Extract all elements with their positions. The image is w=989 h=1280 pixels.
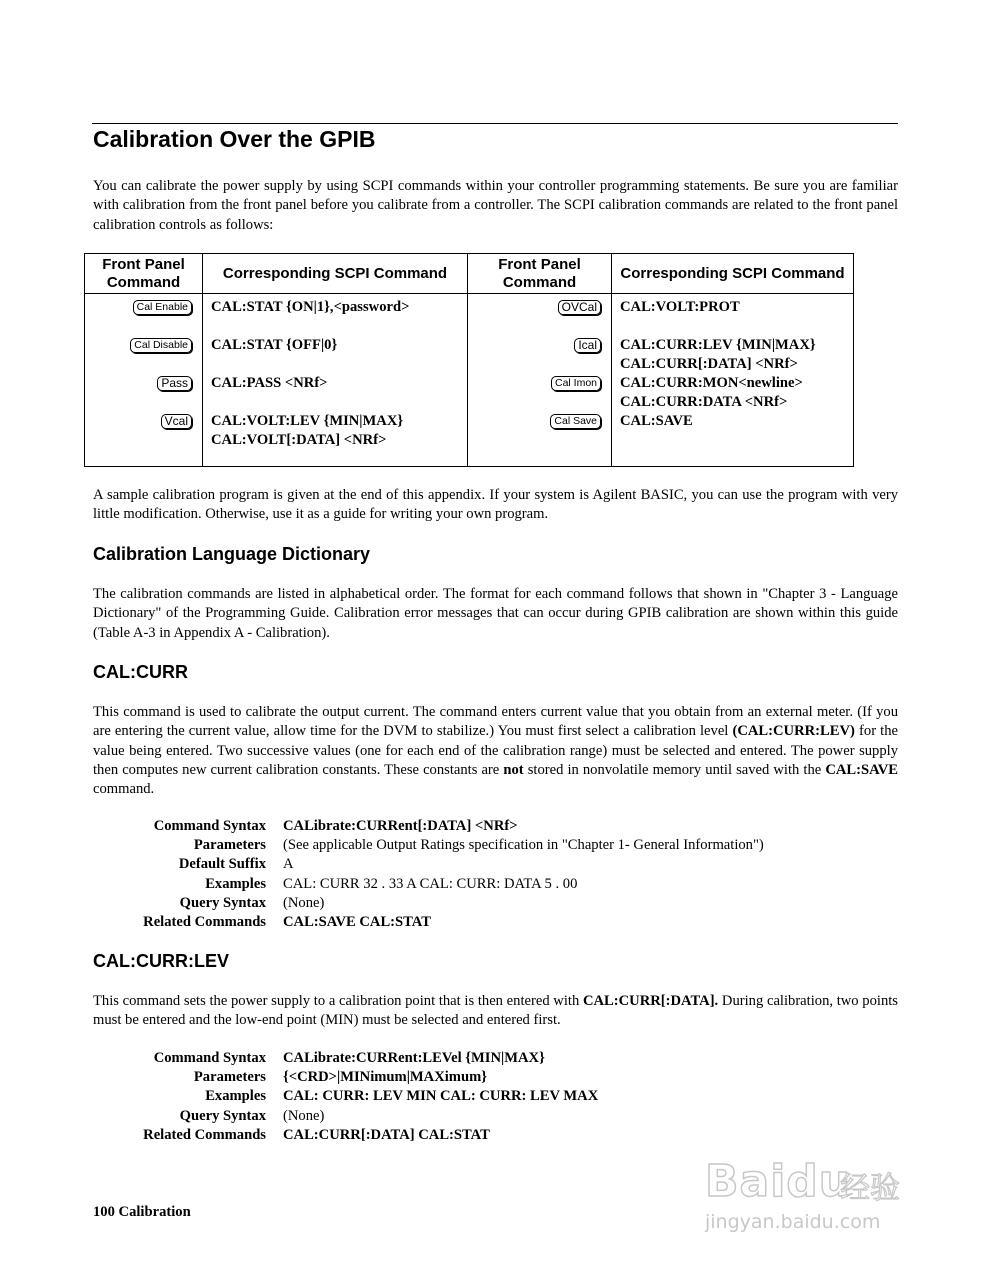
- watermark-cn: 经验: [840, 1171, 900, 1206]
- watermark-url: jingyan.baidu.com: [705, 1211, 881, 1233]
- ovcal-key: OVCal: [558, 300, 601, 315]
- left-key-column: [85, 294, 203, 467]
- scpi-command: CAL:VOLT[:DATA] <NRf>: [211, 432, 387, 448]
- watermark-brand: Baidu: [705, 1156, 852, 1207]
- cal-curr-heading: CAL:CURR: [93, 662, 188, 682]
- syntax-row: Examples CAL: CURR: LEV MIN CAL: CURR: LEV MAX: [205, 1088, 599, 1105]
- sample-program-note: A sample calibration program is given at the end of this appendix. If your system is Agilent BASIC, you can use the program with very little modification. Otherwise, use it as a guide for writing your own program.: [93, 487, 898, 523]
- cal-save-key: Cal Save: [550, 414, 601, 429]
- syntax-row: Query Syntax (None): [179, 894, 325, 911]
- cal-enable-key: Cal Enable: [133, 300, 192, 315]
- syntax-row: Command Syntax CALibrate:CURRent[:DATA] <NRf>: [153, 818, 518, 834]
- syntax-row: Related Commands CAL:SAVE CAL:STAT: [143, 914, 431, 931]
- syntax-row: Parameters {<CRD>|MINimum|MAXimum}: [193, 1069, 487, 1086]
- intro-paragraph: You can calibrate the power supply by using SCPI commands within your controller programming statements. Be sure you are familiar with calibration from the front panel before you calibrate from a controller. The SCPI calibration commands are related to the front panel calibration controls as follows:: [93, 178, 898, 233]
- cal-curr-lev-heading: CAL:CURR:LEV: [93, 951, 229, 971]
- syntax-row: Command Syntax CALibrate:CURRent:LEVel {MIN|MAX}: [153, 1050, 545, 1066]
- syntax-row: Parameters (See applicable Output Ratings specification in "Chapter 1- General Information"): [193, 837, 764, 854]
- scpi-command: CAL:VOLT:PROT: [620, 299, 740, 315]
- scpi-command: CAL:PASS <NRf>: [211, 375, 328, 391]
- table-header: Corresponding SCPI Command: [612, 254, 854, 294]
- pass-key: Pass: [157, 376, 192, 391]
- page-footer: 100 Calibration: [93, 1204, 191, 1220]
- syntax-row: Default Suffix A: [178, 856, 294, 873]
- table-header: Front Panel Command: [468, 254, 612, 294]
- calibration-command-table: [84, 253, 854, 467]
- ical-key: Ical: [574, 338, 601, 353]
- cal-curr-syntax: [93, 817, 893, 932]
- scpi-command: CAL:CURR:MON<newline>: [620, 375, 803, 391]
- right-command-column: [612, 294, 854, 467]
- syntax-row: Examples CAL: CURR 32 . 33 A CAL: CURR: DATA 5 . 00: [205, 875, 578, 892]
- scpi-command: CAL:STAT {ON|1},<password>: [211, 299, 410, 315]
- cal-imon-key: Cal Imon: [551, 376, 601, 391]
- vcal-key: Vcal: [161, 414, 192, 429]
- dictionary-paragraph: The calibration commands are listed in alphabetical order. The format for each command follows that shown in "Chapter 3 - Language Dictionary" of the Programming Guide. Calibration error messages that can occur during GPIB calibration are shown within this guide (Table A-3 in Appendix A - Calibration).: [93, 586, 898, 641]
- scpi-command: CAL:CURR[:DATA] <NRf>: [620, 356, 798, 372]
- scpi-command: CAL:VOLT:LEV {MIN|MAX}: [211, 413, 404, 429]
- syntax-row: Related Commands CAL:CURR[:DATA] CAL:STAT: [143, 1126, 490, 1143]
- syntax-row: Query Syntax (None): [179, 1107, 325, 1124]
- table-header: Corresponding SCPI Command: [203, 254, 468, 294]
- table-header: Front Panel Command: [85, 254, 203, 294]
- cal-disable-key: Cal Disable: [130, 338, 192, 353]
- left-command-column: [203, 294, 468, 467]
- cal-curr-lev-syntax: [93, 1049, 893, 1145]
- dictionary-heading: Calibration Language Dictionary: [93, 544, 371, 564]
- cal-curr-lev-paragraph: This command sets the power supply to a calibration point that is then entered with CAL:CURR[:DATA]. During calibration, two points must be entered and the low-end point (MIN) must be selected and entered first.: [93, 993, 898, 1029]
- header-rule: [92, 123, 898, 124]
- scpi-command: CAL:CURR:DATA <NRf>: [620, 394, 788, 410]
- page-title: Calibration Over the GPIB: [93, 126, 376, 152]
- scpi-command: CAL:SAVE: [620, 413, 693, 429]
- scpi-command: CAL:CURR:LEV {MIN|MAX}: [620, 337, 816, 353]
- right-key-column: [468, 294, 612, 467]
- cal-curr-paragraph: This command is used to calibrate the output current. The command enters current value that you obtain from an external meter. (If you are entering the current value, allow time for the DVM to stabilize.) You must first select a calibration level (CAL:CURR:LEV) for the value being entered. Two successive values (one for each end of the calibration range) must be selected and entered. The power supply then computes new current calibration constants. These constants are not stored in nonvolatile memory until saved with the CAL:SAVE command.: [93, 704, 899, 798]
- scpi-command: CAL:STAT {OFF|0}: [211, 337, 338, 353]
